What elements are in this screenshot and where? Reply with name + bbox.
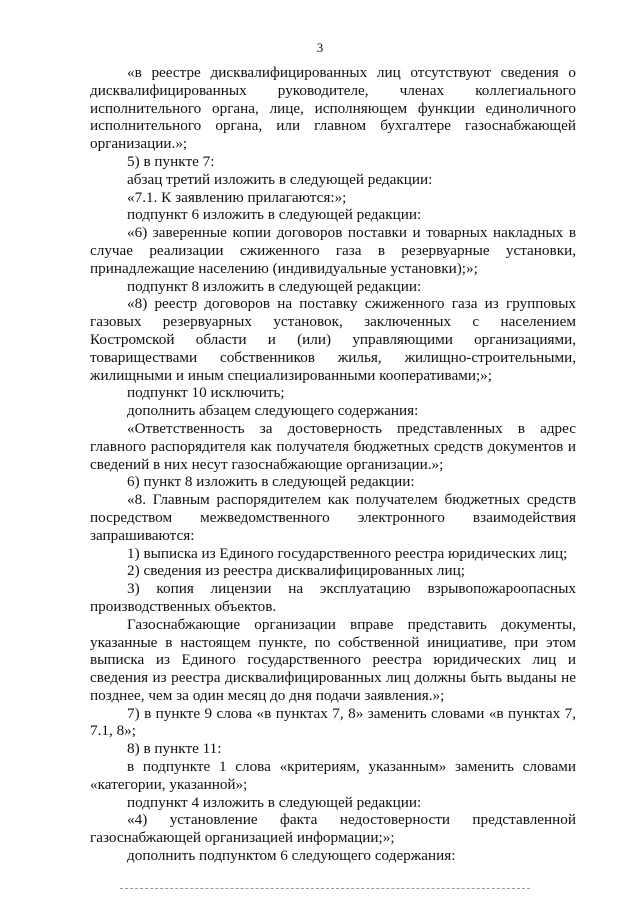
paragraph: 6) пункт 8 изложить в следующей редакции: — [127, 473, 415, 491]
paragraph: в подпункте 1 слова «критериям, указанным» заменить словами «категории, указанной»; — [90, 758, 576, 793]
page-number: 3 — [316, 40, 324, 55]
paragraph: Газоснабжающие организации вправе представить документы, указанные в настоящем пункте, по собственной инициативе, при этом выписка из Единого государственного реестра юридических лиц и сведения из реестра дисквалифицированных лиц должны быть выданы не позднее, чем за один месяц до дня подачи заявления.»; — [90, 615, 576, 704]
footer-rule — [120, 888, 530, 889]
paragraph: 5) в пункте 7: — [127, 152, 215, 170]
paragraph: 7) в пункте 9 слова «в пунктах 7, 8» заменить словами «в пунктах 7, 7.1, 8»; — [90, 704, 576, 740]
paragraph: подпункт 4 изложить в следующей редакции: — [127, 793, 422, 811]
paragraph: 2) сведения из реестра дисквалифицированных лиц; — [127, 562, 465, 580]
paragraph: 1) выписка из Единого государственного реестра юридических лиц; — [127, 544, 568, 562]
paragraph: «в реестре дисквалифицированных лиц отсутствуют сведения о дисквалифицированных руководителе, членах коллегиального исполнительного органа, лице, исполняющем функции единоличного исполнительного органа, или главном бухгалтере газоснабжающей организации.»; — [90, 64, 576, 153]
paragraph: абзац третий изложить в следующей редакции: — [127, 170, 433, 188]
paragraph: подпункт 8 изложить в следующей редакции: — [127, 277, 422, 295]
paragraph: 8) в пункте 11: — [127, 740, 222, 758]
paragraph: 3) копия лицензии на эксплуатацию взрывопожароопасных производственных объектов. — [90, 580, 576, 615]
paragraph: подпункт 10 исключить; — [127, 384, 285, 402]
document-body — [90, 64, 576, 865]
paragraph: «Ответственность за достоверность представленных в адрес главного распорядителя как получателя бюджетных средств документов и сведений в них несут газоснабжающие организации.»; — [90, 419, 576, 473]
paragraph: «4) установление факта недостоверности представленной газоснабжающей организацией информации;»; — [90, 811, 576, 847]
paragraph: «7.1. К заявлению прилагаются:»; — [127, 188, 347, 206]
paragraph: «6) заверенные копии договоров поставки и товарных накладных в случае реализации сжиженного газа в резервуарные установки, принадлежащие населению (индивидуальные установки);»; — [90, 224, 576, 277]
paragraph: дополнить подпунктом 6 следующего содержания: — [127, 847, 456, 865]
paragraph: «8. Главным распорядителем как получателем бюджетных средств посредством межведомственного электронного взаимодействия запрашиваются: — [90, 491, 576, 544]
paragraph: дополнить абзацем следующего содержания: — [127, 402, 419, 420]
paragraph: подпункт 6 изложить в следующей редакции: — [127, 206, 422, 224]
paragraph: «8) реестр договоров на поставку сжиженного газа из групповых газовых резервуарных установок, заключенных с населением Костромской области и (или) управляющими организациями, товариществами собственников жилья, жилищно-строительными, жилищными и иным специализированными кооперативами;»; — [90, 295, 576, 384]
